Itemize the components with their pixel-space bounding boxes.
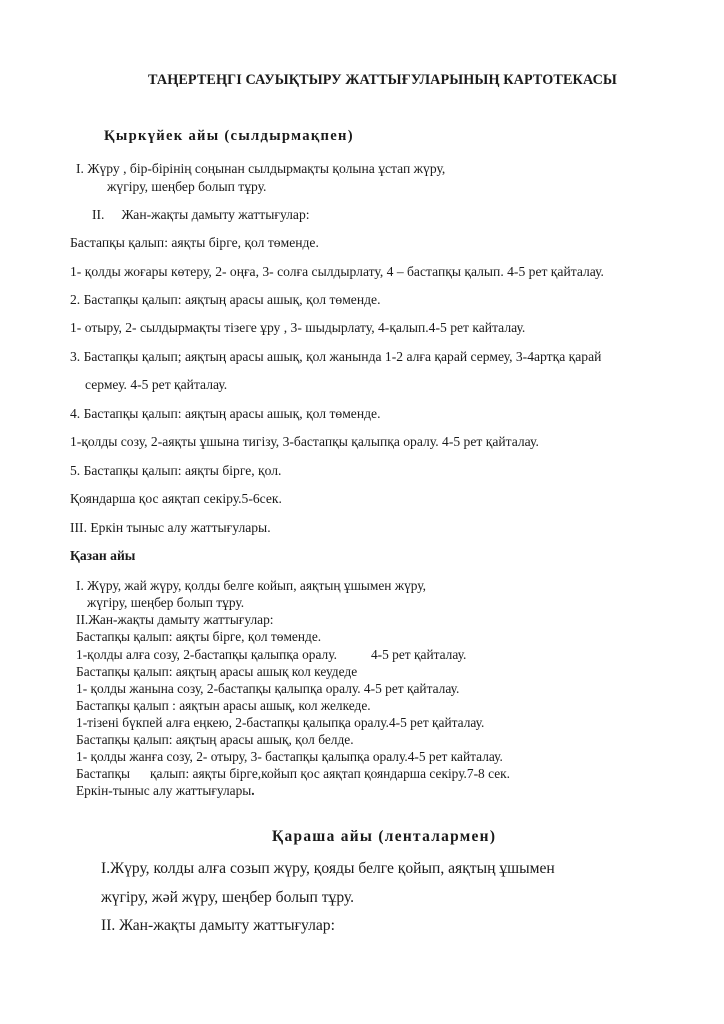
exercise-line: 2. Бастапқы қалып: аяқтың арасы ашық, қол төменде. [70,292,381,307]
exercise-line: Бастапқы қалып: аяқты бірге, қол төменде. [76,629,322,644]
exercise-line: 1-қолды созу, 2-аяқты ұшына тигізу, 3-бастапқы қалыпқа оралу. 4-5 рет қайталау. [70,434,539,449]
exercise-text: Еркін-тыныс алу жаттығулары [76,783,252,798]
exercise-line: Бастапқы қалып : аяқтын арасы ашық, кол желкеде. [76,698,371,713]
repeat-count: 4-5 рет қайталау. [370,647,467,662]
document-title: ТАҢЕРТЕҢГІ САУЫҚТЫРУ ЖАТТЫҒУЛАРЫНЫҢ КАРТОТЕКАСЫ [148,72,617,88]
exercise-line [76,766,510,781]
section-heading-september: Қыркүйек айы (сылдырмақпен) [104,128,354,144]
exercise-text: Бастапқы [76,766,131,781]
walk-line-2: жүгіру, шеңбер болып тұру. [107,179,267,194]
exercise-line: Бастапқы қалып: аяқтың арасы ашық, қол белде. [76,732,354,747]
exercise-line: Қояндарша қос аяқтап секіру.5-6сек. [70,491,282,506]
exercise-line: I.Жүру, колды алға созып жүру, қояды белге қойып, аяқтың ұшымен [101,860,555,877]
exercise-line: 1- отыру, 2- сылдырмақты тізеге ұру , 3- шыдырлату, 4-қалып.4-5 рет кайталау. [70,320,526,335]
exercise-line: жүгіру, жәй жүру, шеңбер болып тұру. [101,889,355,906]
exercise-line: 3. Бастапқы қалып; аяқтың арасы ашық, қол жанында 1-2 алға қарай сермеу, 3-4артқа қарай [70,349,602,364]
exercise-line: I. Жүру, жай жүру, қолды белге койып, аяқтың ұшымен жүру, [76,578,426,593]
exercise-line: 1- қолды жанға созу, 2- отыру, 3- бастапқы қалыпқа оралу.4-5 рет кайталау. [76,749,503,764]
exercise-line: 1-тізені бүкпей алға еңкею, 2-бастапқы қалыпқа оралу.4-5 рет қайталау. [76,715,485,730]
exercise-line: сермеу. 4-5 рет қайталау. [85,377,228,392]
period: . [251,783,255,798]
exercise-line: жүгіру, шеңбер болып тұру. [87,595,245,610]
exercise-line: 5. Бастапқы қалып: аяқты бірге, қол. [70,463,282,478]
exercise-line: 1- қолды жанына созу, 2-бастапқы қалыпқа оралу. 4-5 рет қайталау. [76,681,460,696]
exercise-line: II.Жан-жақты дамыту жаттығулар: [76,612,274,627]
exercise-text: қалып: аяқты бірге,койып қос аяқтап қояндарша секіру.7-8 сек. [150,766,511,781]
exercise-line: III. Еркін тыныс алу жаттығулары. [70,520,271,535]
exercise-line: 4. Бастапқы қалып: аяқтың арасы ашық, қол төменде. [70,406,381,421]
section-heading-october: Қазан айы [70,548,136,563]
exercise-line: Бастапқы қалып: аяқты бірге, қол төменде. [70,235,319,250]
section-heading-november: Қараша айы (ленталармен) [272,828,497,845]
walk-line-1: I. Жүру , бір-бірінің соңынан сылдырмақты қолына ұстап жүру, [76,161,446,176]
section-2-label: Жан-жақты дамыту жаттығулар: [121,207,310,222]
exercise-text: 1-қолды алға созу, 2-бастапқы қалыпқа оралу. [76,647,337,662]
exercise-line [76,647,466,662]
section-2-heading [92,207,310,223]
exercise-line [76,783,255,798]
exercise-line: 1- қолды жоғары көтеру, 2- оңға, 3- солға сылдырлату, 4 – бастапқы қалып. 4-5 рет қайталау. [70,264,604,279]
section-2-number: II. [92,207,105,222]
exercise-line: Бастапқы қалып: аяқтың арасы ашық кол кеудеде [76,664,358,679]
exercise-line: II. Жан-жақты дамыту жаттығулар: [101,917,335,934]
